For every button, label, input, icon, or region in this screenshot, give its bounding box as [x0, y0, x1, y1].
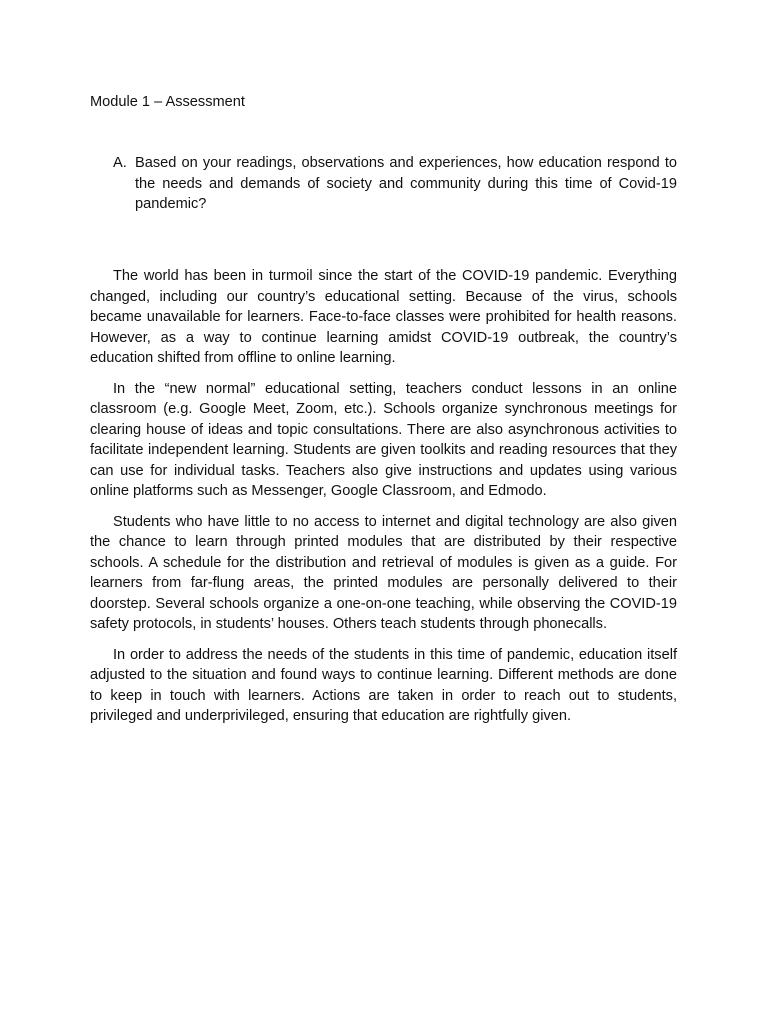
question-text: Based on your readings, observations and experiences, how education respond to the needs and demands of society and community during this time of Covid-19 pandemic? [135, 155, 677, 212]
question-marker: A. [113, 155, 127, 171]
question-a [113, 153, 677, 215]
answer-paragraph-2: In the “new normal” educational setting, teachers conduct lessons in an online classroom (e.g. Google Meet, Zoom, etc.). Schools organize synchronous meetings for clearing house of ideas and topic consultations. There are also asynchronous activities to facilitate independent learning. Students are given toolkits and reading resources that they can use for individual tasks. Teachers also give instructions and updates using various online platforms such as Messenger, Google Classroom, and Edmodo. [90, 380, 677, 499]
page-title: Module 1 – Assessment [90, 94, 245, 110]
answer-paragraph-4: In order to address the needs of the students in this time of pandemic, education itself adjusted to the situation and found ways to continue learning. Different methods are done to keep in touch with learners. Actions are taken in order to reach out to students, privileged and underprivileged, ensuring that education are rightfully given. [90, 646, 677, 724]
answer-paragraph-1: The world has been in turmoil since the start of the COVID-19 pandemic. Everything changed, including our country’s educational setting. Because of the virus, schools became unavailable for learners. Face-to-face classes were prohibited for health reasons. However, as a way to continue learning amidst COVID-19 outbreak, the country’s education shifted from offline to online learning. [90, 268, 677, 366]
answer-paragraph-3: Students who have little to no access to internet and digital technology are also given the chance to learn through printed modules that are distributed by their respective schools. A schedule for the distribution and retrieval of modules is given as a guide. For learners from far-flung areas, the printed modules are personally delivered to their doorstep. Several schools organize a one-on-one teaching, while observing the COVID-19 safety protocols, in students’ houses. Others teach students through phonecalls. [90, 513, 677, 632]
answer-body [90, 266, 677, 737]
